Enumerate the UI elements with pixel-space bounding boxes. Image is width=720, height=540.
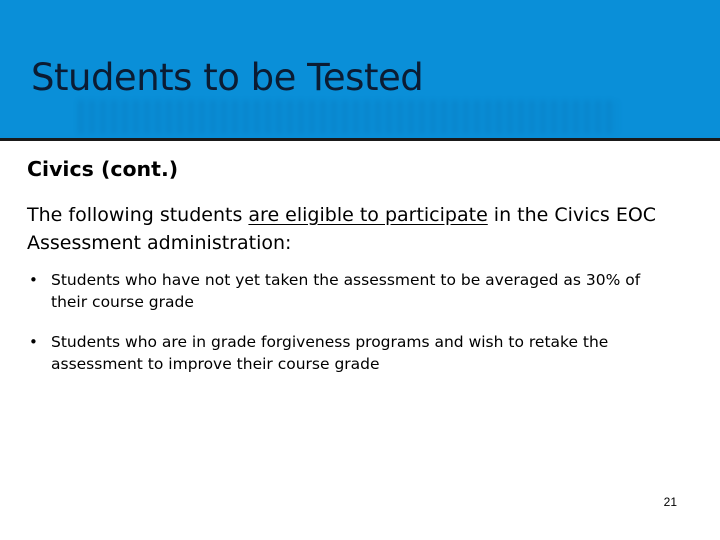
title-reflection (78, 100, 618, 134)
bullet-list (27, 269, 677, 375)
section-heading: Civics (cont.) (27, 157, 179, 181)
intro-text-start: The following students (27, 204, 249, 226)
bullet-icon: • (29, 333, 38, 351)
intro-paragraph (27, 201, 687, 257)
page-number: 21 (663, 495, 677, 509)
title-banner (0, 0, 720, 141)
bullet-item (27, 269, 677, 313)
slide-title: Students to be Tested (31, 56, 424, 99)
bullet-icon: • (29, 271, 38, 289)
bullet-text: Students who have not yet taken the assessment to be averaged as 30% of their course grade (51, 271, 641, 311)
intro-text-end: in the Civics EOC Assessment administration: (27, 204, 657, 254)
bullet-item (27, 331, 677, 375)
intro-underlined-phrase: are eligible to participate (248, 204, 488, 226)
bullet-text: Students who are in grade forgiveness programs and wish to retake the assessment to improve their course grade (51, 333, 609, 373)
